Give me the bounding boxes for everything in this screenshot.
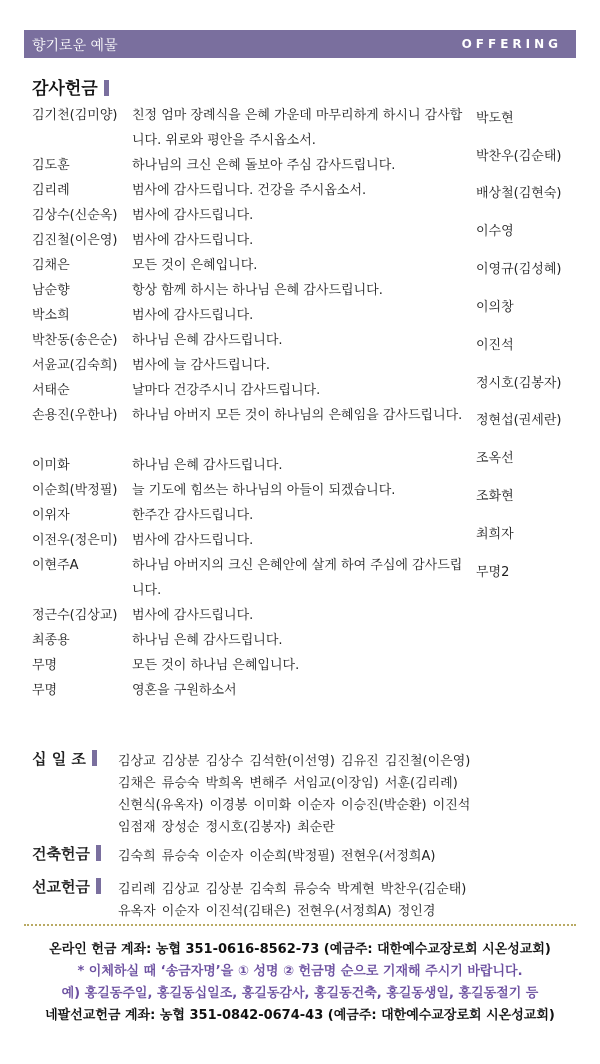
transfer-note: * 이체하실 때 ‘송금자명’을 ① 성명 ② 헌금명 순으로 기재해 주시기 바랍니다. [77,964,523,979]
online-account: 온라인 헌금 계좌: 농협 351-0616-8562-73 (예금주: 대한예수교장로회 시온성교회) [49,942,551,957]
tithe-names: 김상교 김상분 김상수 김석한(이선영) 김유진 김진철(이은영) [118,754,471,769]
donor-message: 모든 것이 은혜입니다. [132,258,258,273]
donor-message: 항상 함께 하시는 하나님 은혜 감사드립니다. [132,283,383,298]
divider [24,924,576,926]
right-donor-name: 이진석 [476,338,514,353]
right-donor-name: 조옥선 [476,451,514,466]
donor-message: 하나님 아버지 모든 것이 하나님의 은혜임을 감사드립니다. [132,408,463,423]
section-bar [92,750,97,766]
section-bar [96,878,101,894]
donor-name: 이순희(박정필) [32,483,118,498]
donor-name: 김채은 [32,258,70,273]
right-donor-name: 최희자 [476,527,514,542]
donor-name: 이미화 [32,458,70,473]
donor-message: 범사에 늘 감사드립니다. [132,358,270,373]
donor-name: 이현주A [32,558,79,573]
right-donor-name: 이의창 [476,300,514,315]
donor-name: 최종용 [32,633,70,648]
donor-message: 모든 것이 하나님 은혜입니다. [132,658,300,673]
building-names: 김숙희 류승숙 이순자 이순희(박정필) 전현우(서정희A) [118,849,436,864]
donor-name: 김리례 [32,183,70,198]
donor-name: 이위자 [32,508,70,523]
right-donor-name: 박도현 [476,111,514,126]
donor-name: 김상수(신순옥) [32,208,118,223]
header-title: 향기로운 예물 [32,38,118,54]
donor-message: 하나님 아버지의 크신 은혜안에 살게 하여 주심에 감사드립니다. [132,558,463,598]
building-label: 건축헌금 [32,843,101,864]
right-donor-name: 박찬우(김순태) [476,149,562,164]
donor-message: 범사에 감사드립니다. [132,233,254,248]
donor-name: 김도훈 [32,158,70,173]
donor-message: 한주간 감사드립니다. [132,508,254,523]
donor-name: 서윤교(김숙희) [32,358,118,373]
donor-name: 이전우(정은미) [32,533,118,548]
right-donor-name: 정현섭(권세란) [476,413,562,428]
right-donor-name: 배상철(김현숙) [476,186,562,201]
right-donor-name: 무명2 [476,565,510,580]
donor-message: 하나님 은혜 감사드립니다. [132,333,283,348]
right-donor-name: 정시호(김봉자) [476,376,562,391]
donor-name: 손용진(우한나) [32,408,118,423]
transfer-example: 예) 홍길동주일, 홍길동십일조, 홍길동감사, 홍길동건축, 홍길동생일, 홍길동절기 등 [61,986,539,1001]
offering-header [24,30,576,58]
donor-name: 남순향 [32,283,70,298]
donor-message: 날마다 건강주시니 감사드립니다. [132,383,321,398]
section-bar [96,845,101,861]
mission-names: 김리례 김상교 김상분 김숙희 류승숙 박계현 박찬우(김순태) [118,882,467,897]
right-donor-name: 조화현 [476,489,514,504]
donor-message: 하나님 은혜 감사드립니다. [132,458,283,473]
donor-message: 영혼을 구원하소서 [132,683,237,698]
right-donor-name: 이영규(김성혜) [476,262,562,277]
header-english: OFFERING [461,37,562,51]
donor-message: 범사에 감사드립니다. 건강을 주시옵소서. [132,183,367,198]
right-donor-name: 이수영 [476,224,514,239]
donor-name: 박소희 [32,308,70,323]
donor-message: 범사에 감사드립니다. [132,533,254,548]
mission-names: 유옥자 이순자 이진석(김태은) 전현우(서정희A) 정인경 [118,904,436,919]
donor-name: 김기천(김미양) [32,108,118,123]
section-bar [104,80,109,96]
nepal-account: 네팔선교헌금 계좌: 농협 351-0842-0674-43 (예금주: 대한예수교장로회 시온성교회) [45,1008,555,1023]
donor-name: 정근수(김상교) [32,608,118,623]
donor-name: 김진철(이은영) [32,233,118,248]
donor-message: 늘 기도에 힘쓰는 하나님의 아들이 되겠습니다. [132,483,396,498]
tithe-names: 김채은 류승숙 박희옥 변해주 서임교(이장임) 서훈(김리례) [118,776,458,791]
donor-message: 범사에 감사드립니다. [132,608,254,623]
donor-name: 서태순 [32,383,70,398]
donor-name: 무명 [32,683,58,698]
tithe-names: 임점재 장성순 정시호(김봉자) 최순란 [118,820,335,835]
donor-message: 친정 엄마 장례식을 은혜 가운데 마무리하게 하시니 감사합니다. 위로와 평안을 주시옵소서. [132,108,463,148]
donor-name: 무명 [32,658,58,673]
donor-message: 하나님 은혜 감사드립니다. [132,633,283,648]
tithe-label: 십 일 조 [32,748,97,769]
donor-message: 하나님의 크신 은혜 돌보아 주심 감사드립니다. [132,158,396,173]
thanks-title: 감사헌금 [32,74,109,99]
tithe-names: 신현식(유옥자) 이경봉 이미화 이순자 이승진(박순환) 이진석 [118,798,471,813]
donor-name: 박찬동(송은순) [32,333,118,348]
mission-label: 선교헌금 [32,876,101,897]
donor-message: 범사에 감사드립니다. [132,308,254,323]
donor-message: 범사에 감사드립니다. [132,208,254,223]
